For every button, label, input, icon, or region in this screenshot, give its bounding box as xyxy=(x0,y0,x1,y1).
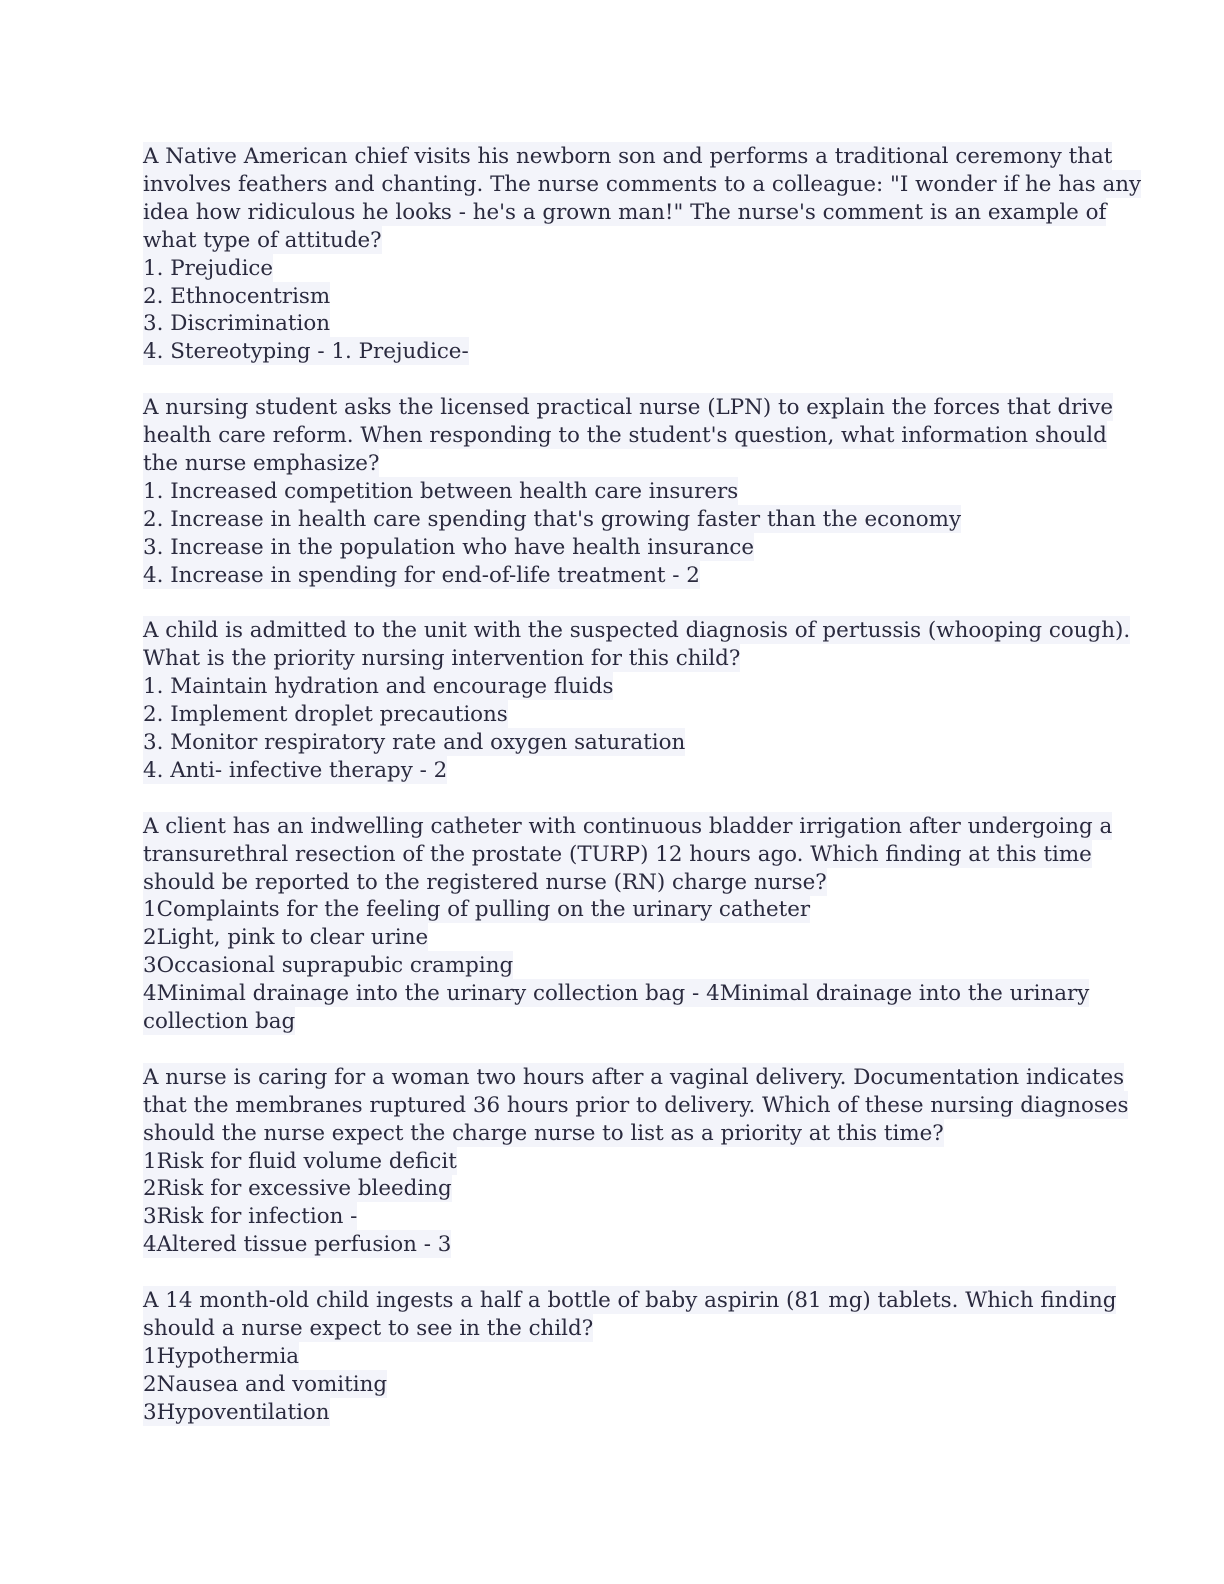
answer-option: 2. Implement droplet precautions xyxy=(143,702,508,728)
answer-option: 2. Ethnocentrism xyxy=(143,283,331,309)
text-line: A 14 month-old child ingests a half a bottle of baby aspirin (81 mg) tablets. Which finding xyxy=(143,1288,1117,1314)
answer-option: 3Risk for infection - xyxy=(143,1204,358,1230)
answer-option: 1. Increased competition between health care insurers xyxy=(143,478,739,504)
text-line: idea how ridiculous he looks - he's a grown man!" The nurse's comment is an example of xyxy=(143,199,1107,225)
text-line: A child is admitted to the unit with the suspected diagnosis of pertussis (whooping cough). xyxy=(143,618,1131,644)
answer-option: 4Altered tissue perfusion - 3 xyxy=(143,1232,452,1258)
text-line: what type of attitude? xyxy=(143,227,382,253)
answer-option: 2Light, pink to clear urine xyxy=(143,925,429,951)
answer-option: 3. Discrimination xyxy=(143,311,330,337)
answer-option: 4. Increase in spending for end-of-life treatment - 2 xyxy=(143,562,700,588)
text-line: that the membranes ruptured 36 hours prior to delivery. Which of these nursing diagnoses xyxy=(143,1092,1129,1118)
document-page xyxy=(143,143,1142,1455)
text-line: the nurse emphasize? xyxy=(143,450,380,476)
question-block xyxy=(143,1064,1129,1259)
answer-option: 4. Anti- infective therapy - 2 xyxy=(143,757,448,783)
question-block xyxy=(143,394,1113,589)
answer-option: 1Hypothermia xyxy=(143,1343,300,1369)
text-line: involves feathers and chanting. The nurse comments to a colleague: "I wonder if he has any xyxy=(143,171,1142,197)
text-line: should a nurse expect to see in the child? xyxy=(143,1315,594,1341)
text-line: A client has an indwelling catheter with continuous bladder irrigation after undergoing a xyxy=(143,813,1113,839)
answer-option: 1Complaints for the feeling of pulling on the urinary catheter xyxy=(143,897,811,923)
question-block xyxy=(143,1287,1117,1427)
answer-option: 3Occasional suprapubic cramping xyxy=(143,953,514,979)
text-line: transurethral resection of the prostate (TURP) 12 hours ago. Which finding at this time xyxy=(143,841,1092,867)
answer-option: 3Hypoventilation xyxy=(143,1399,330,1425)
answer-option: 3. Monitor respiratory rate and oxygen saturation xyxy=(143,730,686,755)
answer-option: 2Nausea and vomiting xyxy=(143,1371,388,1397)
text-line: should the nurse expect the charge nurse to list as a priority at this time? xyxy=(143,1120,944,1146)
answer-option: collection bag xyxy=(143,1009,296,1035)
question-block xyxy=(143,813,1113,1036)
question-block xyxy=(143,143,1142,366)
text-line: should be reported to the registered nurse (RN) charge nurse? xyxy=(143,869,827,895)
text-line: A nurse is caring for a woman two hours after a vaginal delivery. Documentation indicates xyxy=(143,1064,1125,1090)
text-line: What is the priority nursing intervention for this child? xyxy=(143,646,741,672)
text-line: health care reform. When responding to the student's question, what information should xyxy=(143,423,1107,449)
answer-option: 1. Maintain hydration and encourage fluids xyxy=(143,674,614,700)
text-line: A Native American chief visits his newborn son and performs a traditional ceremony that xyxy=(143,144,1113,169)
answer-option: 3. Increase in the population who have health insurance xyxy=(143,534,755,560)
answer-option: 2Risk for excessive bleeding xyxy=(143,1176,452,1202)
answer-option: 1Risk for fluid volume deficit xyxy=(143,1148,457,1174)
answer-option: 4Minimal drainage into the urinary collection bag - 4Minimal drainage into the urinary xyxy=(143,981,1090,1007)
question-block xyxy=(143,617,1131,784)
text-line: A nursing student asks the licensed practical nurse (LPN) to explain the forces that drive xyxy=(143,395,1113,421)
answer-option: 2. Increase in health care spending that's growing faster than the economy xyxy=(143,506,962,532)
answer-option: 1. Prejudice xyxy=(143,255,274,281)
answer-option: 4. Stereotyping - 1. Prejudice- xyxy=(143,339,469,365)
